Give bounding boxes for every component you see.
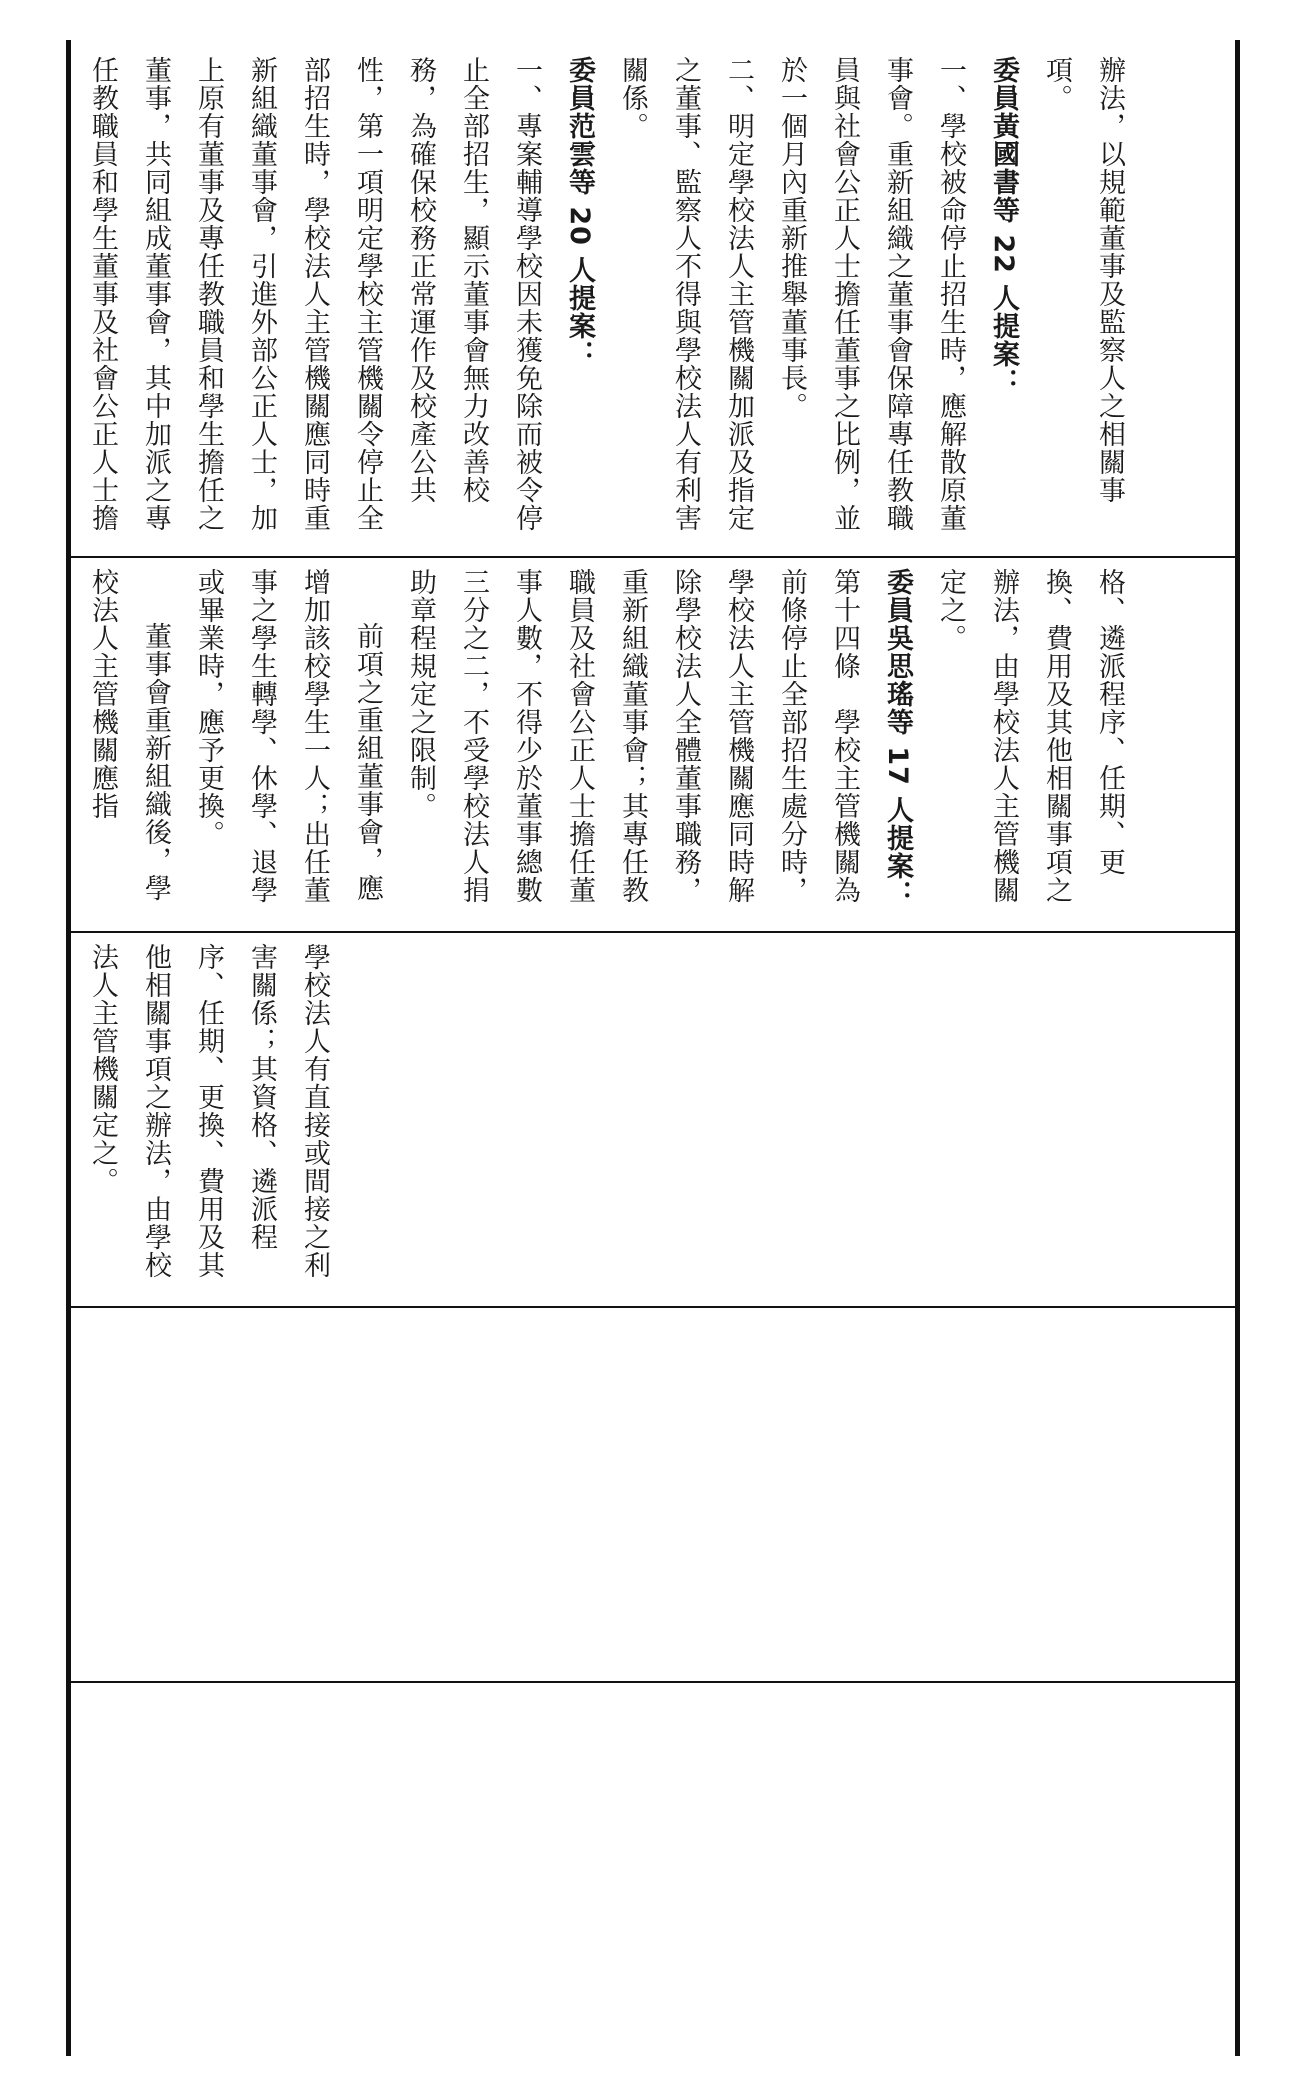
- row-2-text: [76, 568, 1136, 928]
- paragraph: 辦法，以規範董事及監察人之相關事項。: [1041, 56, 1125, 504]
- row-divider-2: [66, 931, 1240, 933]
- paragraph: 一、專案輔導學校因未獲免除而被令停止全部招生，顯示董事會無力改善校務，為確保校務正常運作及校產公共性，第一項明定學校主管機關令停止全部招生時，學校法人主管機關應同時重新組織董事會，引進外部公正人士，加上原有董事及專任教職員和學生擔任之董事，共同組成董事會，其中加派之專任教職員和學生董事及社會公正人士擔: [87, 56, 542, 532]
- paragraph: 學校法人有直接或間接之利害關係；其資格、遴派程序、任期、更換、費用及其他相關事項之辦法，由學校法人主管機關定之。: [87, 943, 330, 1279]
- paragraph: 第十四條 學校主管機關為前條停止全部招生處分時，學校法人主管機關應同時解除學校法人全體董事職務，重新組織董事會；其專任教職員及社會公正人士擔任董事人數，不得少於董事總數三分之二，不受學校法人捐助章程規定之限制。: [405, 568, 860, 904]
- row-divider-4: [66, 1681, 1240, 1683]
- proposal-heading: 委員黃國書等 22 人提案：: [988, 56, 1019, 397]
- table-border-right: [1235, 40, 1240, 2056]
- paragraph: 前項之重組董事會，應增加該校學生一人；出任董事之學生轉學、休學、退學或畢業時，應予更換。: [193, 568, 383, 904]
- paragraph: 董事會重新組織後，學校法人主管機關應指: [87, 568, 171, 902]
- table-row-4-empty: [76, 1318, 1228, 1678]
- paragraph: 格、遴派程序、任期、更換、費用及其他相關事項之辦法，由學校法人主管機關定之。: [935, 568, 1125, 904]
- table-row-2: [76, 568, 1228, 928]
- table-row-1: [76, 56, 1228, 552]
- table-row-3: [76, 943, 1228, 1303]
- row-divider-3: [66, 1306, 1240, 1308]
- proposal-heading: 委員吳思瑤等 17 人提案：: [882, 568, 913, 909]
- paragraph: 一、學校被命停止招生時，應解散原董事會。重新組織之董事會保障專任教職員與社會公正人士擔任董事之比例，並於一個月內重新推舉董事長。: [776, 56, 966, 532]
- row-1-text: [76, 56, 1136, 552]
- row-3-text: [76, 943, 341, 1303]
- table-border-left: [66, 40, 71, 2056]
- table-row-5-empty: [76, 1693, 1228, 2053]
- paragraph: 二、明定學校法人主管機關加派及指定之董事、監察人不得與學校法人有利害關係。: [617, 56, 754, 532]
- row-divider-1: [66, 556, 1240, 558]
- proposal-heading: 委員范雲等 20 人提案：: [564, 56, 595, 369]
